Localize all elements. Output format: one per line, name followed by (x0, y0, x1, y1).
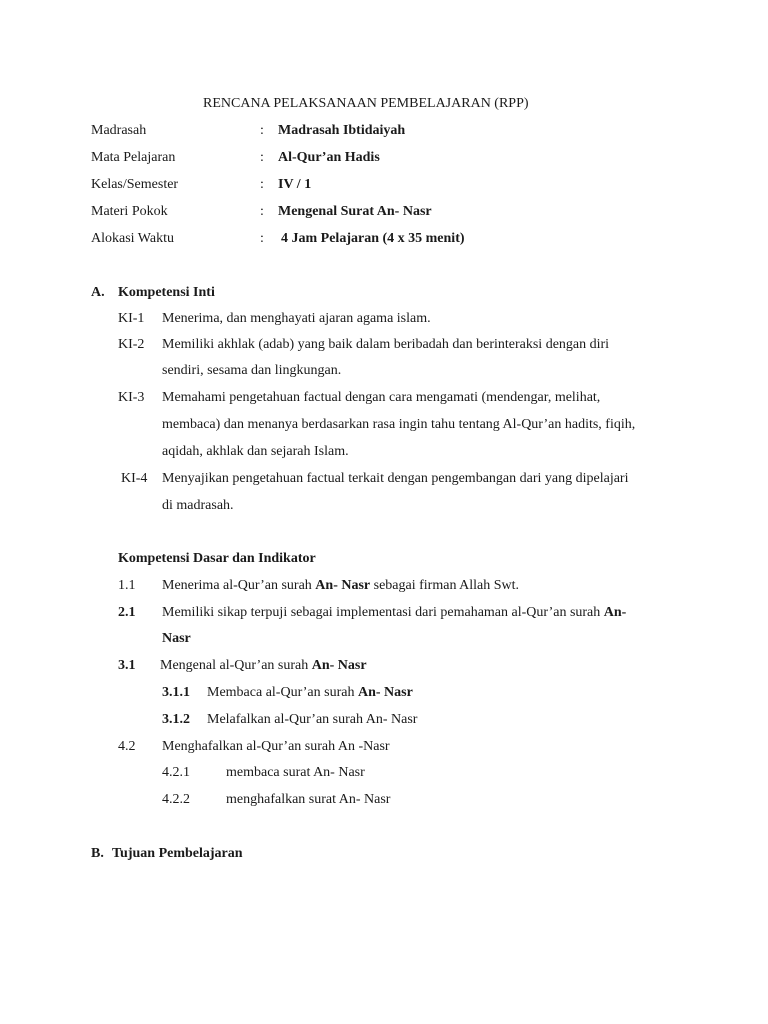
kd-num: 4.2 (118, 739, 136, 754)
identity-value-mapel: Al-Qur’an Hadis (278, 150, 380, 165)
identity-value-materi: Mengenal Surat An- Nasr (278, 204, 432, 219)
identity-sep: : (260, 177, 264, 192)
identity-label-alokasi: Alokasi Waktu (91, 231, 174, 246)
ki-text: membaca) dan menanya berdasarkan rasa ingin tahu tentang Al-Qur’an hadits, fiqih, (162, 417, 636, 432)
ki-code: KI-3 (118, 390, 145, 405)
ki-code: KI-4 (121, 471, 148, 486)
identity-label-madrasah: Madrasah (91, 123, 147, 138)
indicator-text (207, 684, 413, 702)
section-a-letter: A. (91, 285, 105, 300)
kd-text-bold: An- Nasr (357, 685, 413, 700)
kd-text-bold: An- Nasr (315, 578, 371, 593)
ki-text: Memiliki akhlak (adab) yang baik dalam beribadah dan berinteraksi dengan diri (162, 337, 610, 352)
kd-text-part: Memiliki sikap terpuji sebagai implementasi dari pemahaman al-Qur’an surah (162, 605, 604, 620)
ki-text: Menyajikan pengetahuan factual terkait dengan pengembangan dari yang dipelajari (162, 471, 629, 486)
kd-heading: Kompetensi Dasar dan Indikator (118, 551, 316, 566)
ki-text: Menerima, dan menghayati ajaran agama islam. (162, 311, 431, 326)
kd-num: 3.1 (118, 658, 136, 673)
indicator-num: 4.2.2 (162, 792, 190, 807)
identity-sep: : (260, 231, 264, 246)
kd-text-bold: An- (603, 605, 627, 620)
section-b-letter: B. (91, 846, 104, 861)
kd-text-part: Mengenal al-Qur’an surah (160, 658, 312, 673)
kd-text-part: Membaca al-Qur’an surah (207, 685, 358, 700)
identity-value-alokasi: 4 Jam Pelajaran (4 x 35 menit) (281, 231, 465, 246)
identity-label-mapel: Mata Pelajaran (91, 150, 176, 165)
indicator-text: Melafalkan al-Qur’an surah An- Nasr (207, 712, 418, 727)
indicator-num: 3.1.2 (162, 712, 190, 727)
identity-sep: : (260, 123, 264, 138)
ki-text: aqidah, akhlak dan sejarah Islam. (162, 444, 349, 459)
kd-text: Menghafalkan al-Qur’an surah An -Nasr (162, 739, 390, 754)
ki-code: KI-1 (118, 311, 145, 326)
indicator-text: menghafalkan surat An- Nasr (226, 792, 391, 807)
section-b-heading: Tujuan Pembelajaran (112, 846, 243, 861)
kd-text-cont: Nasr (162, 631, 191, 646)
indicator-num: 3.1.1 (162, 685, 190, 700)
kd-text (162, 577, 519, 595)
identity-value-kelas: IV / 1 (278, 177, 312, 192)
kd-text (162, 604, 626, 622)
indicator-num: 4.2.1 (162, 765, 190, 780)
ki-text: sendiri, sesama dan lingkungan. (162, 363, 342, 378)
identity-sep: : (260, 150, 264, 165)
identity-label-materi: Materi Pokok (91, 204, 168, 219)
kd-text-bold: An- Nasr (311, 658, 367, 673)
identity-value-madrasah: Madrasah Ibtidaiyah (278, 123, 406, 138)
document-title: RENCANA PELAKSANAAN PEMBELAJARAN (RPP) (203, 96, 529, 111)
kd-num: 1.1 (118, 578, 136, 593)
ki-code: KI-2 (118, 337, 145, 352)
kd-text (160, 657, 367, 675)
kd-num: 2.1 (118, 605, 136, 620)
indicator-text: membaca surat An- Nasr (226, 765, 365, 780)
section-a-heading: Kompetensi Inti (118, 285, 215, 300)
identity-label-kelas: Kelas/Semester (91, 177, 179, 192)
ki-text: Memahami pengetahuan factual dengan cara mengamati (mendengar, melihat, (162, 390, 601, 405)
kd-text-part: sebagai firman Allah Swt. (370, 578, 520, 593)
ki-text: di madrasah. (162, 498, 234, 513)
kd-text-part: Menerima al-Qur’an surah (162, 578, 316, 593)
identity-sep: : (260, 204, 264, 219)
